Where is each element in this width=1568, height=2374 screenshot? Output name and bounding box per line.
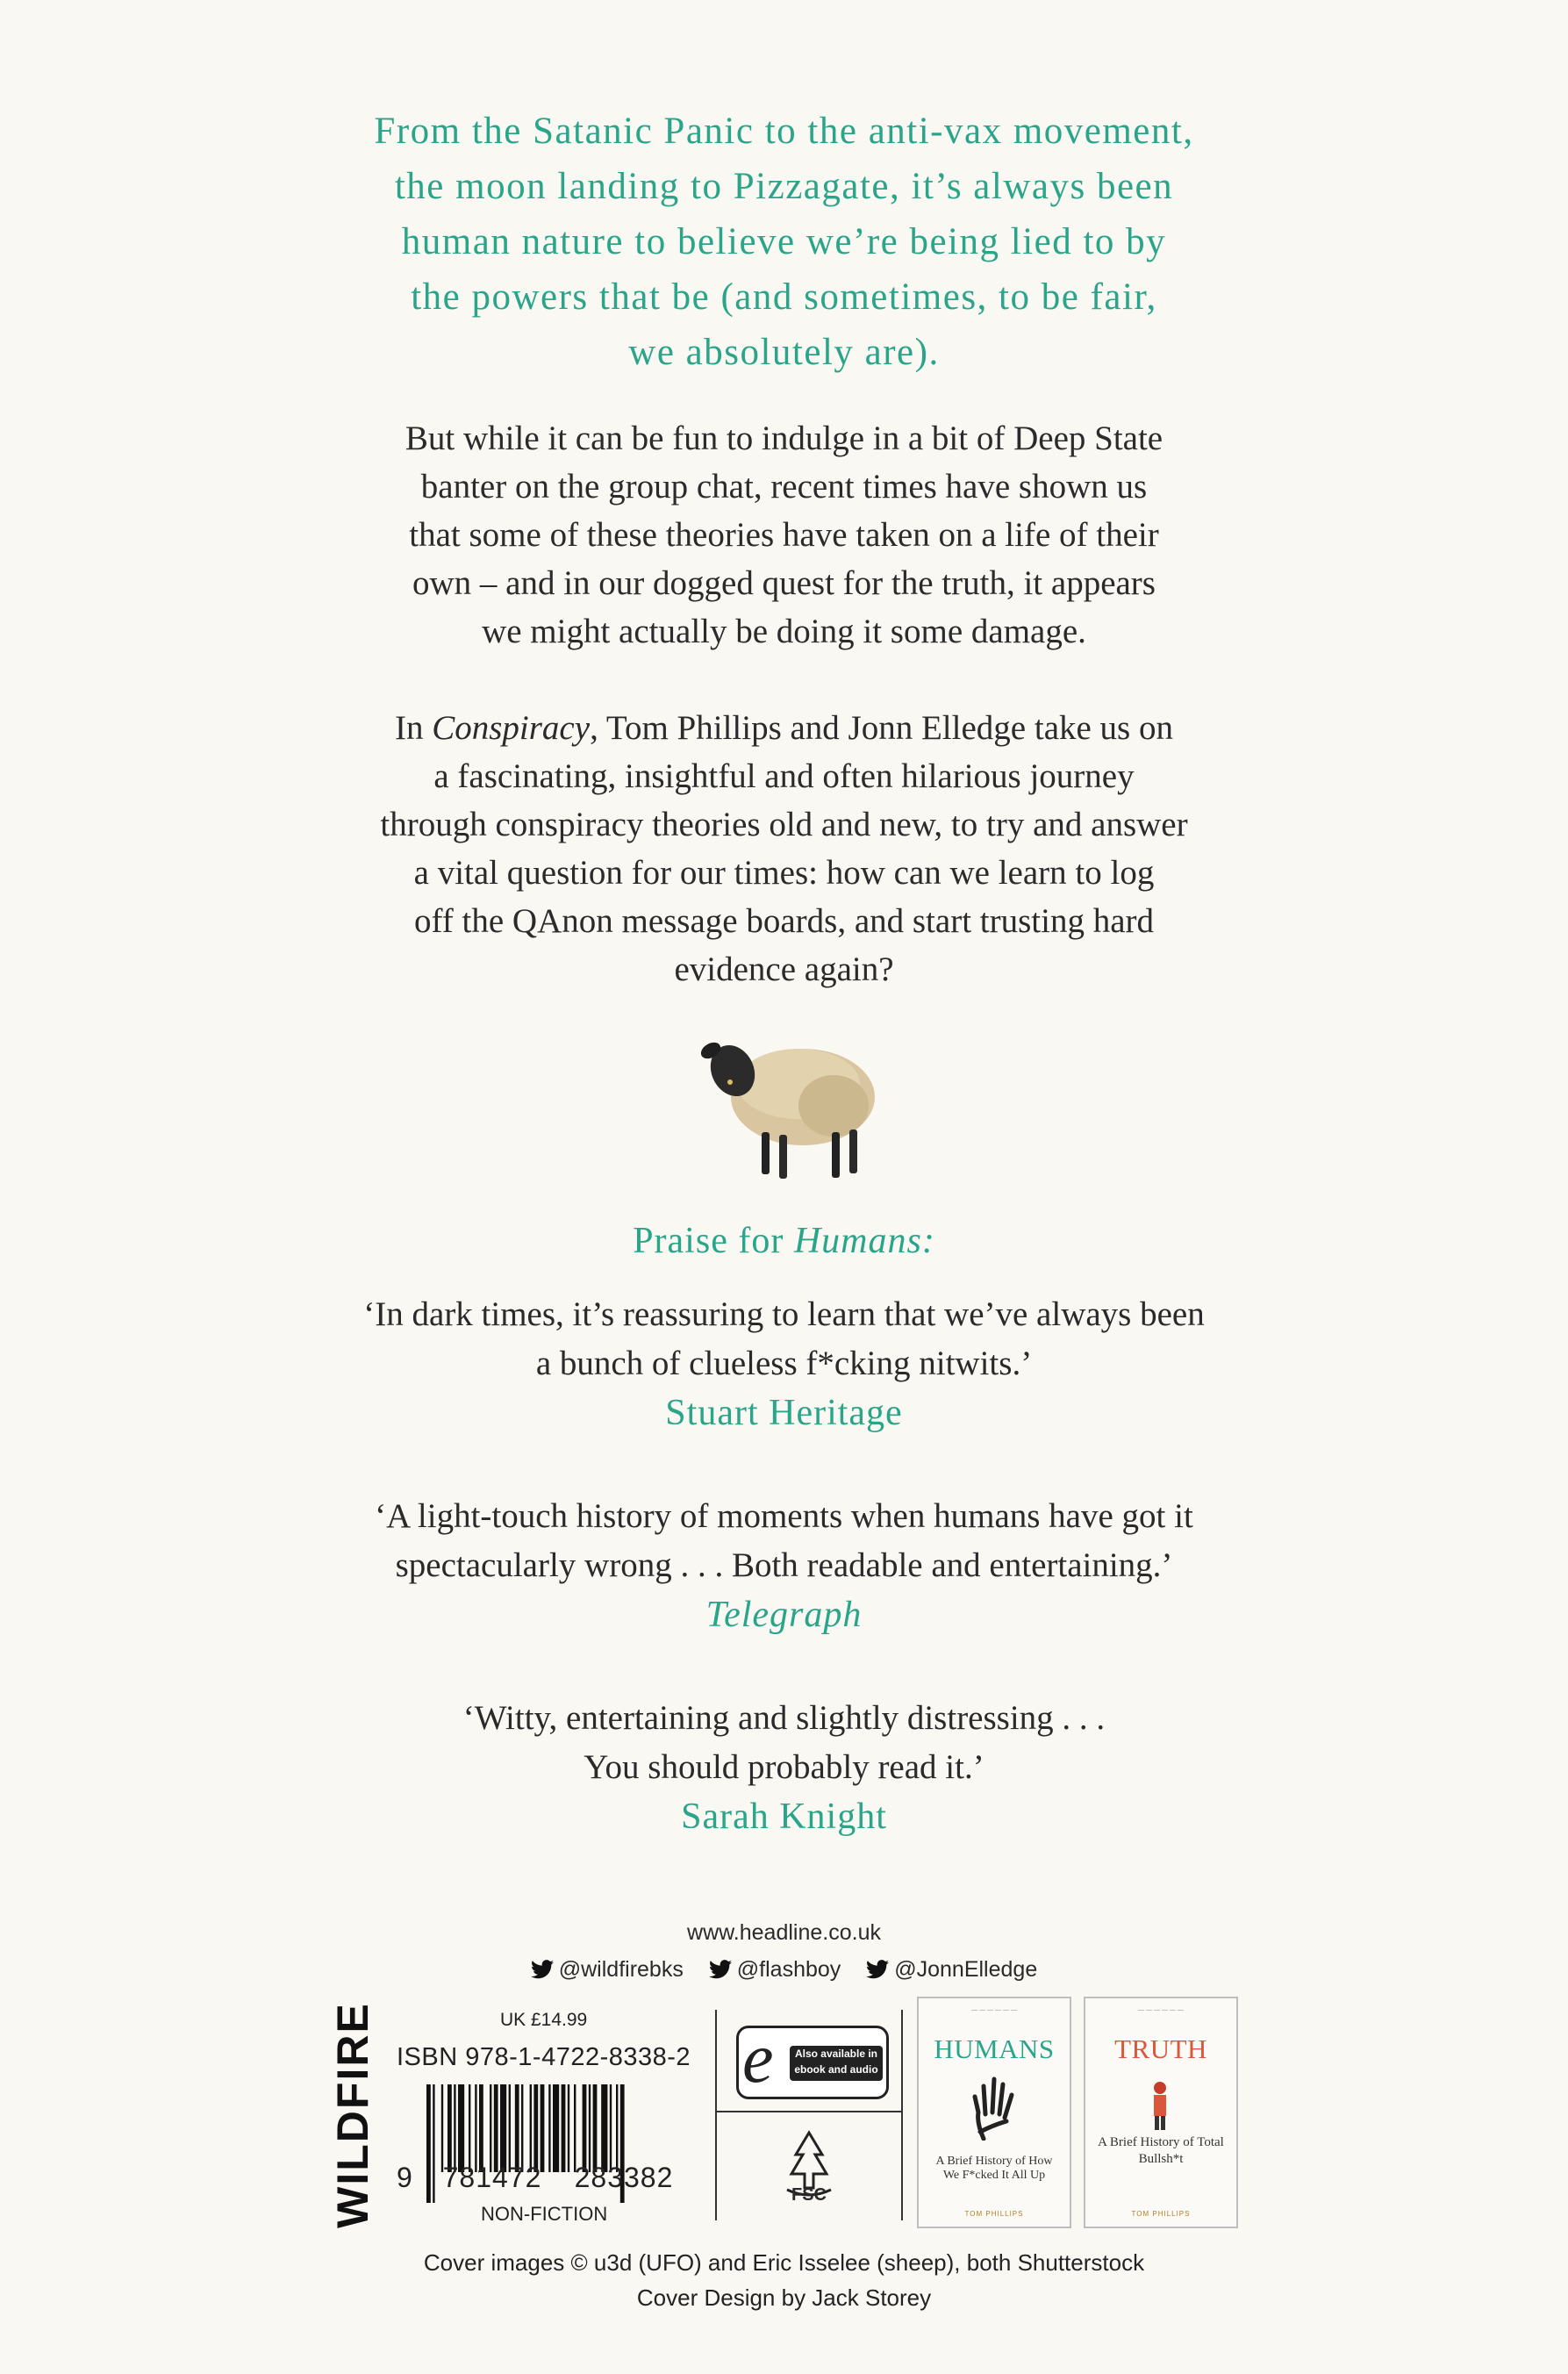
praise-heading-text: Praise for (633, 1221, 794, 1261)
book-title: HUMANS (934, 2033, 1055, 2064)
divider (717, 2111, 901, 2112)
twitter-bird-icon (531, 1960, 554, 1979)
barcode-digit-group: 781472 (442, 2162, 542, 2193)
intro-line: we absolutely are). (628, 332, 940, 373)
barcode-bar (601, 2084, 607, 2172)
price-label: UK £14.99 (500, 2010, 588, 2030)
quote-source: Stuart Heritage (665, 1393, 903, 1433)
description-paragraph-2 (175, 704, 1393, 993)
barcode-bar (509, 2084, 511, 2172)
barcode-digit-prefix: 9 (397, 2162, 413, 2193)
description-paragraph-1 (175, 414, 1393, 656)
book-subtitle: A Brief History of How We F*cked It All Up (935, 2155, 1053, 2182)
review-quote-2 (175, 1492, 1393, 1639)
intro-line: the powers that be (and sometimes, to be fair, (411, 276, 1157, 318)
book-title-conspiracy: Conspiracy (432, 709, 591, 747)
barcode-bar (500, 2084, 506, 2172)
paragraph-line: own – and in our dogged quest for the truth, it appears (412, 564, 1156, 602)
quote-line: You should probably read it.’ (584, 1748, 984, 1786)
paragraph-line: a vital question for our times: how can we learn to log (413, 854, 1155, 892)
barcode-bar (490, 2084, 491, 2172)
barcode-bar (469, 2084, 470, 2172)
social-handle-wildfirebks[interactable]: @wildfirebks (558, 1957, 684, 1982)
handprint-icon (968, 2070, 1020, 2141)
paragraph-line: through conspiracy theories old and new, to try and answer (380, 806, 1188, 843)
book-blurbs: — — — — — — (971, 2007, 1017, 2013)
isbn-label: ISBN 978-1-4722-8338-2 (397, 2043, 691, 2071)
ebook-e-icon: e (742, 2020, 774, 2098)
ebook-badge (736, 2020, 889, 2099)
related-book-humans (917, 1997, 1071, 2228)
quote-line: ‘In dark times, it’s reassuring to learn that we’ve always been (363, 1295, 1205, 1333)
praise-heading (175, 1220, 1393, 1262)
intro-line: the moon landing to Pizzagate, it’s always been (394, 166, 1174, 207)
publisher-logo (326, 1997, 379, 2234)
barcode-bar (593, 2084, 598, 2172)
book-author: TOM PHILLIPS (1131, 2210, 1191, 2218)
paragraph-line: a fascinating, insightful and often hilarious journey (433, 757, 1135, 795)
cover-image-credit: Cover images © u3d (UFO) and Eric Isselee (sheep), both Shutterstock (423, 2249, 1145, 2276)
barcode-bar (533, 2084, 538, 2172)
twitter-bird-icon (709, 1960, 732, 1979)
intro-line: human nature to believe we’re being lied to by (401, 221, 1167, 262)
barcode-bar (515, 2084, 519, 2172)
social-handle-flashboy[interactable]: @flashboy (736, 1957, 841, 1982)
genre-label: NON-FICTION (481, 2203, 608, 2225)
barcode-bar (447, 2084, 452, 2172)
barcode-bar (583, 2084, 587, 2172)
book-subtitle: A Brief History of Total Bullsh*t (1098, 2135, 1224, 2166)
figure-illustration-icon (1147, 2079, 1173, 2132)
quote-source: Sarah Knight (681, 1797, 887, 1837)
barcode-bar (479, 2084, 483, 2172)
praise-heading-book: Humans: (793, 1221, 935, 1261)
barcode-bar (441, 2084, 443, 2172)
barcode-digit-group: 283382 (574, 2162, 674, 2193)
book-title: TRUTH (1114, 2033, 1207, 2064)
barcode-bar (553, 2084, 559, 2172)
review-quote-1 (175, 1290, 1393, 1438)
barcode-bar (574, 2084, 576, 2172)
barcode-bar (589, 2084, 591, 2172)
format-logos (715, 2010, 903, 2220)
quote-line: ‘Witty, entertaining and slightly distressing . . . (462, 1699, 1106, 1737)
book-author: TOM PHILLIPS (964, 2210, 1024, 2218)
paragraph-line: But while it can be fun to indulge in a bit of Deep State (405, 420, 1163, 457)
related-book-truth (1084, 1997, 1238, 2228)
intro-line: From the Satanic Panic to the anti-vax movement, (374, 111, 1194, 152)
review-quote-3 (175, 1694, 1393, 1841)
fsc-label: FSC (791, 2185, 827, 2205)
twitter-bird-icon (866, 1960, 889, 1979)
book-blurbs: — — — — — — (1138, 2007, 1184, 2013)
quote-source: Telegraph (705, 1595, 863, 1635)
paragraph-line: that some of these theories have taken on a life of their (409, 516, 1159, 554)
barcode-digits (397, 2162, 690, 2194)
barcode-bar (454, 2084, 455, 2172)
quote-line: a bunch of clueless f*cking nitwits.’ (535, 1345, 1033, 1382)
social-handles (0, 1957, 1568, 1983)
paragraph-line (175, 704, 1393, 752)
website-link[interactable]: www.headline.co.uk (687, 1920, 881, 1945)
barcode-bar (458, 2084, 464, 2172)
paragraph-line: off the QAnon message boards, and start trusting hard (413, 902, 1154, 940)
barcode-bar (616, 2084, 618, 2172)
intro-blurb (175, 104, 1393, 380)
barcode-bar (541, 2084, 545, 2172)
paragraph-line: banter on the group chat, recent times have shown us (420, 468, 1148, 506)
paragraph-line: evidence again? (674, 950, 894, 988)
social-handle-jonnelledge[interactable]: @JonnElledge (894, 1957, 1038, 1982)
text-run: In (394, 709, 433, 747)
quote-line: spectacularly wrong . . . Both readable and entertaining.’ (395, 1546, 1173, 1584)
barcode-bar (568, 2084, 569, 2172)
barcode-bar (530, 2084, 532, 2172)
barcode-bar (494, 2084, 498, 2172)
cover-design-credit: Cover Design by Jack Storey (636, 2284, 932, 2311)
sheep-illustration (684, 1022, 895, 1189)
imprint-name: WILDFIRE (328, 2002, 377, 2228)
paragraph-line: we might actually be doing it some damage. (482, 613, 1086, 650)
text-run: , Tom Phillips and Jonn Elledge take us on (590, 709, 1173, 747)
barcode-bar (521, 2084, 523, 2172)
barcode-bar (548, 2084, 550, 2172)
quote-line: ‘A light-touch history of moments when humans have got it (375, 1497, 1193, 1535)
ebook-badge-text: Also available in ebook and audio (790, 2046, 883, 2081)
barcode-bar (562, 2084, 566, 2172)
barcode-bar (610, 2084, 612, 2172)
barcode-bar (475, 2084, 476, 2172)
